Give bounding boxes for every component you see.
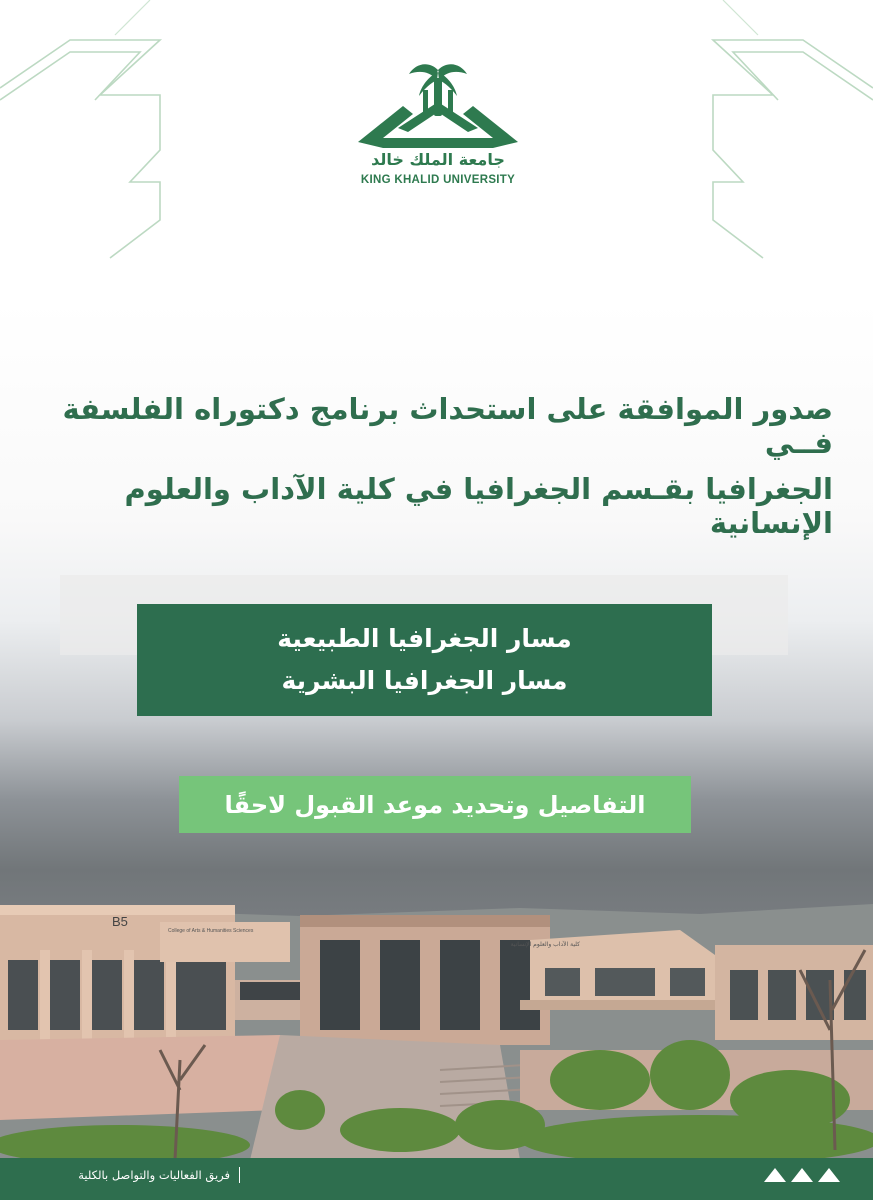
- footer-triangles-icon: [764, 1168, 840, 1182]
- tracks-box: [137, 604, 712, 716]
- logo-english-name: KING KHALID UNIVERSITY: [360, 174, 516, 186]
- building-sign-arabic: كلية الآداب والعلوم الإنسانية: [510, 941, 580, 948]
- headline-line-1: صدور الموافقة على استحداث برنامج دكتوراه الفلسفة فــي: [62, 392, 833, 460]
- footer-team-label: فريق الفعاليات والتواصل بالكلية: [78, 1168, 230, 1182]
- campus-building-photo: [0, 860, 873, 1160]
- headline-line-2: الجغرافيا بقـسم الجغرافيا في كلية الآداب والعلوم الإنسانية: [124, 472, 833, 540]
- building-sign-english: College of Arts & Humanities Sciences: [168, 928, 254, 934]
- track-natural-geography: مسار الجغرافيا الطبيعية: [277, 624, 572, 653]
- track-human-geography: مسار الجغرافيا البشرية: [281, 666, 568, 695]
- details-label: التفاصيل وتحديد موعد القبول لاحقًا: [224, 790, 646, 819]
- building-block-label: B5: [112, 914, 128, 929]
- logo-arabic-name: جامعة الملك خالد: [371, 150, 505, 169]
- details-box: [179, 776, 691, 833]
- footer-separator: [239, 1167, 240, 1183]
